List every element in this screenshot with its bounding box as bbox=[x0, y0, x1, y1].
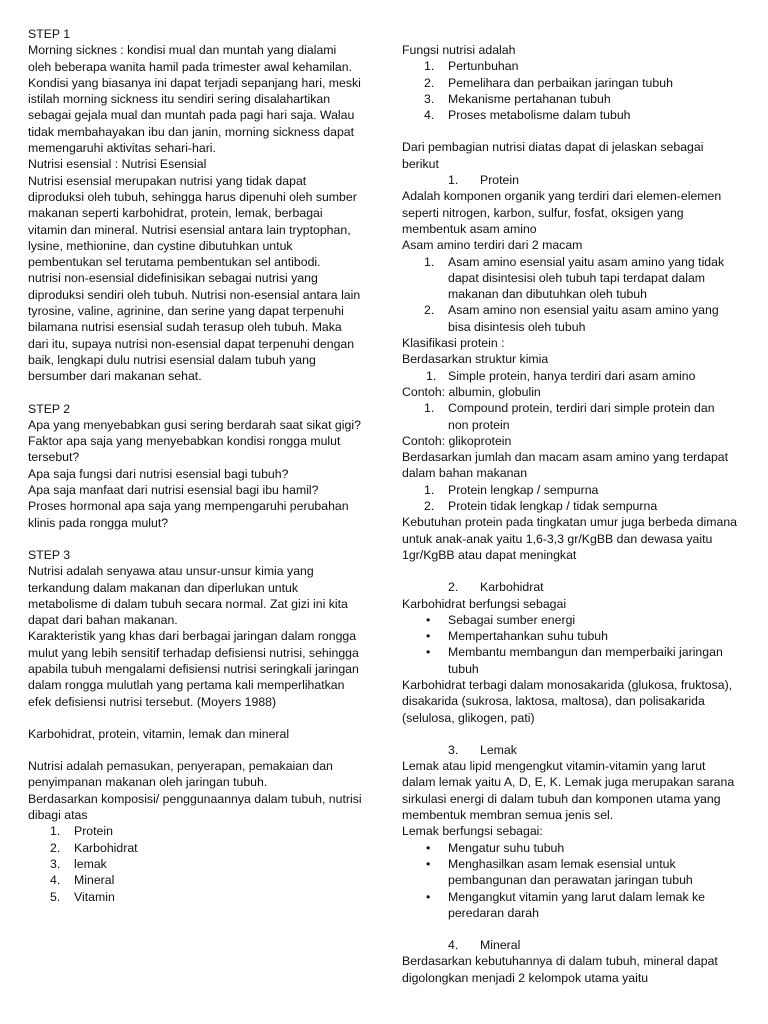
step3-paragraph-1: Nutrisi adalah senyawa atau unsur-unsur kimia yang terkandung dalam makanan dan diperlukan untuk metabolisme di dalam tubuh secara normal. Zat gizi ini kita dapat dari bahan makanan. bbox=[28, 564, 348, 628]
kimia-label: Berdasarkan struktur kimia bbox=[402, 352, 549, 367]
karbohidrat-list bbox=[402, 612, 738, 677]
step1-paragraph-1: Morning sicknes : kondisi mual dan muntah yang dialami oleh beberapa wanita hamil pada trimester awal kehamilan. Kondisi yang biasanya ini dapat terjadi sepanjang hari, meski istilah morning sickness itu sendiri sering disalahartikan sebagai gejala mual dan muntah pada pagi hari saja. Walau tidak membahayakan ibu dan janin, morning sickness dapat memengaruhi aktivitas sehari-hari. bbox=[28, 43, 361, 156]
amino-list bbox=[402, 254, 738, 335]
list-item: 3. Mekanisme pertahanan tubuh bbox=[424, 91, 611, 106]
mineral-paragraph-1: Berdasarkan kebutuhannya di dalam tubuh, mineral dapat digolongkan menjadi 2 kelompok utama yaitu bbox=[402, 954, 718, 985]
lemak-list bbox=[402, 840, 738, 921]
list-item: 1. Asam amino esensial yaitu asam amino yang tidak dapat disintesisi oleh tubuh tapi terdapat dalam makanan dan dibutuhkan oleh tubuh bbox=[424, 254, 725, 302]
step3-title: STEP 3 bbox=[28, 547, 71, 562]
step1-paragraph-3: nutrisi non-esensial didefinisikan sebagai nutrisi yang diproduksi sendiri oleh tubuh. Nutrisi non-esensial antara lain tyrosine, valine, agrinine, dan serine yang dapat terpenuhi bilamana nutrisi esensial sudah terasup oleh tubuh. Maka dari itu, supaya nutrisi non-esensial dapat terpenuhi dengan baik, lengkapi dulu nutrisi esensial dalam tubuh yang bersumber dari makanan sehat. bbox=[28, 271, 361, 384]
bullet-icon: • bbox=[426, 856, 431, 871]
bullet-icon: • bbox=[426, 889, 431, 904]
bullet-icon: • bbox=[426, 645, 431, 660]
protein-paragraph-2: Asam amino terdiri dari 2 macam bbox=[402, 238, 583, 253]
step2-question: Apa yang menyebabkan gusi sering berdarah saat sikat gigi? bbox=[28, 417, 361, 432]
contoh-2: Contoh: glikoprotein bbox=[402, 433, 512, 448]
step2-question: Faktor apa saja yang menyebabkan kondisi rongga mulut tersebut? bbox=[28, 434, 341, 465]
mineral-heading: 4. Mineral bbox=[448, 938, 521, 953]
list-item: • Sebagai sumber energi bbox=[426, 612, 576, 627]
fungsi-title: Fungsi nutrisi adalah bbox=[402, 43, 516, 57]
step1-paragraph-2: Nutrisi esensial merupakan nutrisi yang tidak dapat diproduksi oleh tubuh, sehingga harus dipenuhi oleh sumber makanan seperti karbohidrat, protein, lemak, berbagai vitamin dan mineral. Nutrisi esensial antara lain tryptophan, lysine, methionine, dan cystine dibutuhkan untuk pembentukan sel terutama pembentukan sel antibodi. bbox=[28, 173, 357, 270]
list-item: 1. Simple protein, hanya terdiri dari asam amino bbox=[426, 368, 696, 383]
karbohidrat-paragraph-1: Karbohidrat berfungsi sebagai bbox=[402, 596, 567, 611]
step2-title: STEP 2 bbox=[28, 401, 71, 416]
list-item: 2. Karbohidrat bbox=[50, 840, 138, 855]
list-item: • Mengatur suhu tubuh bbox=[426, 840, 565, 855]
step3-paragraph-4: Berdasarkan komposisi/ penggunaannya dalam tubuh, nutrisi dibagi atas bbox=[28, 791, 362, 823]
list-item: 5. Vitamin bbox=[50, 889, 115, 904]
list-item: 1. Protein bbox=[50, 824, 113, 839]
contoh-1: Contoh: albumin, globulin bbox=[402, 384, 541, 399]
simple-protein-list bbox=[402, 368, 738, 384]
lemak-paragraph-2: Lemak berfungsi sebagai: bbox=[402, 824, 543, 839]
list-item: • Membantu membangun dan memperbaiki jaringan tubuh bbox=[426, 645, 723, 676]
step3-heading: Karbohidrat, protein, vitamin, lemak dan mineral bbox=[28, 726, 290, 741]
step1-subtitle: Nutrisi esensial : Nutrisi Esensial bbox=[28, 157, 207, 172]
nutrient-list bbox=[28, 823, 362, 904]
list-item: 4. Mineral bbox=[50, 873, 115, 888]
step2-question: Apa saja manfaat dari nutrisi esensial bagi ibu hamil? bbox=[28, 483, 319, 498]
list-item: 2. Protein tidak lengkap / tidak sempurna bbox=[424, 499, 658, 514]
bullet-icon: • bbox=[426, 612, 431, 627]
list-item: • Menghasilkan asam lemak esensial untuk pembangunan dan perawatan jaringan tubuh bbox=[426, 856, 693, 888]
list-item: • Mempertahankan suhu tubuh bbox=[426, 629, 608, 644]
step2-question: Proses hormonal apa saja yang mempengaruhi perubahan klinis pada rongga mulut? bbox=[28, 499, 349, 530]
left-column bbox=[28, 26, 362, 905]
list-item: 2. Pemelihara dan perbaikan jaringan tubuh bbox=[424, 75, 673, 90]
karbohidrat-paragraph-2: Karbohidrat terbagi dalam monosakarida (glukosa, fruktosa), disakarida (sukrosa, laktosa, maltosa), dan polisakarida (selulosa, glikogen, pati) bbox=[402, 677, 733, 725]
klasifikasi-label: Klasifikasi protein : bbox=[402, 336, 505, 351]
right-column bbox=[402, 42, 738, 986]
lemak-heading: 3. Lemak bbox=[448, 742, 517, 757]
bullet-icon: • bbox=[426, 840, 431, 855]
step1-title: STEP 1 bbox=[28, 27, 71, 41]
step2-question: Apa saja fungsi dari nutrisi esensial bagi tubuh? bbox=[28, 466, 289, 481]
list-item: 3. lemak bbox=[50, 856, 107, 871]
kebutuhan-paragraph: Kebutuhan protein pada tingkatan umur juga berbeda dimana untuk anak-anak yaitu 1,6-3,3 gr/KgBB dan dewasa yaitu 1gr/KgBB atau dapat meningkat bbox=[402, 515, 737, 562]
lemak-paragraph-1: Lemak atau lipid mengengkut vitamin-vitamin yang larut dalam lemak yaitu A, D, E, K. Lemak juga merupakan sarana sirkulasi energi di dalam tubuh dan komponen utama yang membentuk membran semua jenis sel. bbox=[402, 759, 735, 823]
list-item: • Mengangkut vitamin yang larut dalam lemak ke peredaran darah bbox=[426, 889, 705, 920]
intro-paragraph: Dari pembagian nutrisi diatas dapat di jelaskan sebagai berikut bbox=[402, 140, 704, 171]
step3-paragraph-2: Karakteristik yang khas dari berbagai jaringan dalam rongga mulut yang lebih sensitif terhadap defisiensi nutrisi, sehingga apabila tubuh mengalami defisiensi nutrisi seringkali jaringan dalam rongga mulutlah yang pertama kali memperlihatkan efek defisiensi nutrisi tersebut. (Moyers 1988) bbox=[28, 629, 359, 709]
step3-paragraph-3: Nutrisi adalah pemasukan, penyerapan, pemakaian dan penyimpanan makanan oleh jaringan tubuh. bbox=[28, 759, 333, 790]
fungsi-list bbox=[402, 58, 738, 123]
list-item: 2. Asam amino non esensial yaitu asam amino yang bisa disintesis oleh tubuh bbox=[424, 303, 719, 334]
lengkap-list bbox=[402, 482, 738, 515]
jumlah-paragraph: Berdasarkan jumlah dan macam asam amino yang terdapat dalam bahan makanan bbox=[402, 450, 729, 481]
list-item: 1. Pertunbuhan bbox=[424, 59, 519, 74]
compound-protein-list bbox=[402, 400, 738, 433]
protein-heading: 1. Protein bbox=[448, 173, 519, 188]
protein-paragraph-1: Adalah komponen organik yang terdiri dari elemen-elemen seperti nitrogen, karbon, sulfur, fosfat, oksigen yang membentuk asam amino bbox=[402, 189, 722, 236]
list-item: 1. Protein lengkap / sempurna bbox=[424, 482, 599, 497]
karbohidrat-heading: 2. Karbohidrat bbox=[448, 580, 544, 595]
list-item: 1. Compound protein, terdiri dari simple protein dan non protein bbox=[424, 401, 715, 432]
bullet-icon: • bbox=[426, 629, 431, 644]
list-item: 4. Proses metabolisme dalam tubuh bbox=[424, 108, 631, 123]
